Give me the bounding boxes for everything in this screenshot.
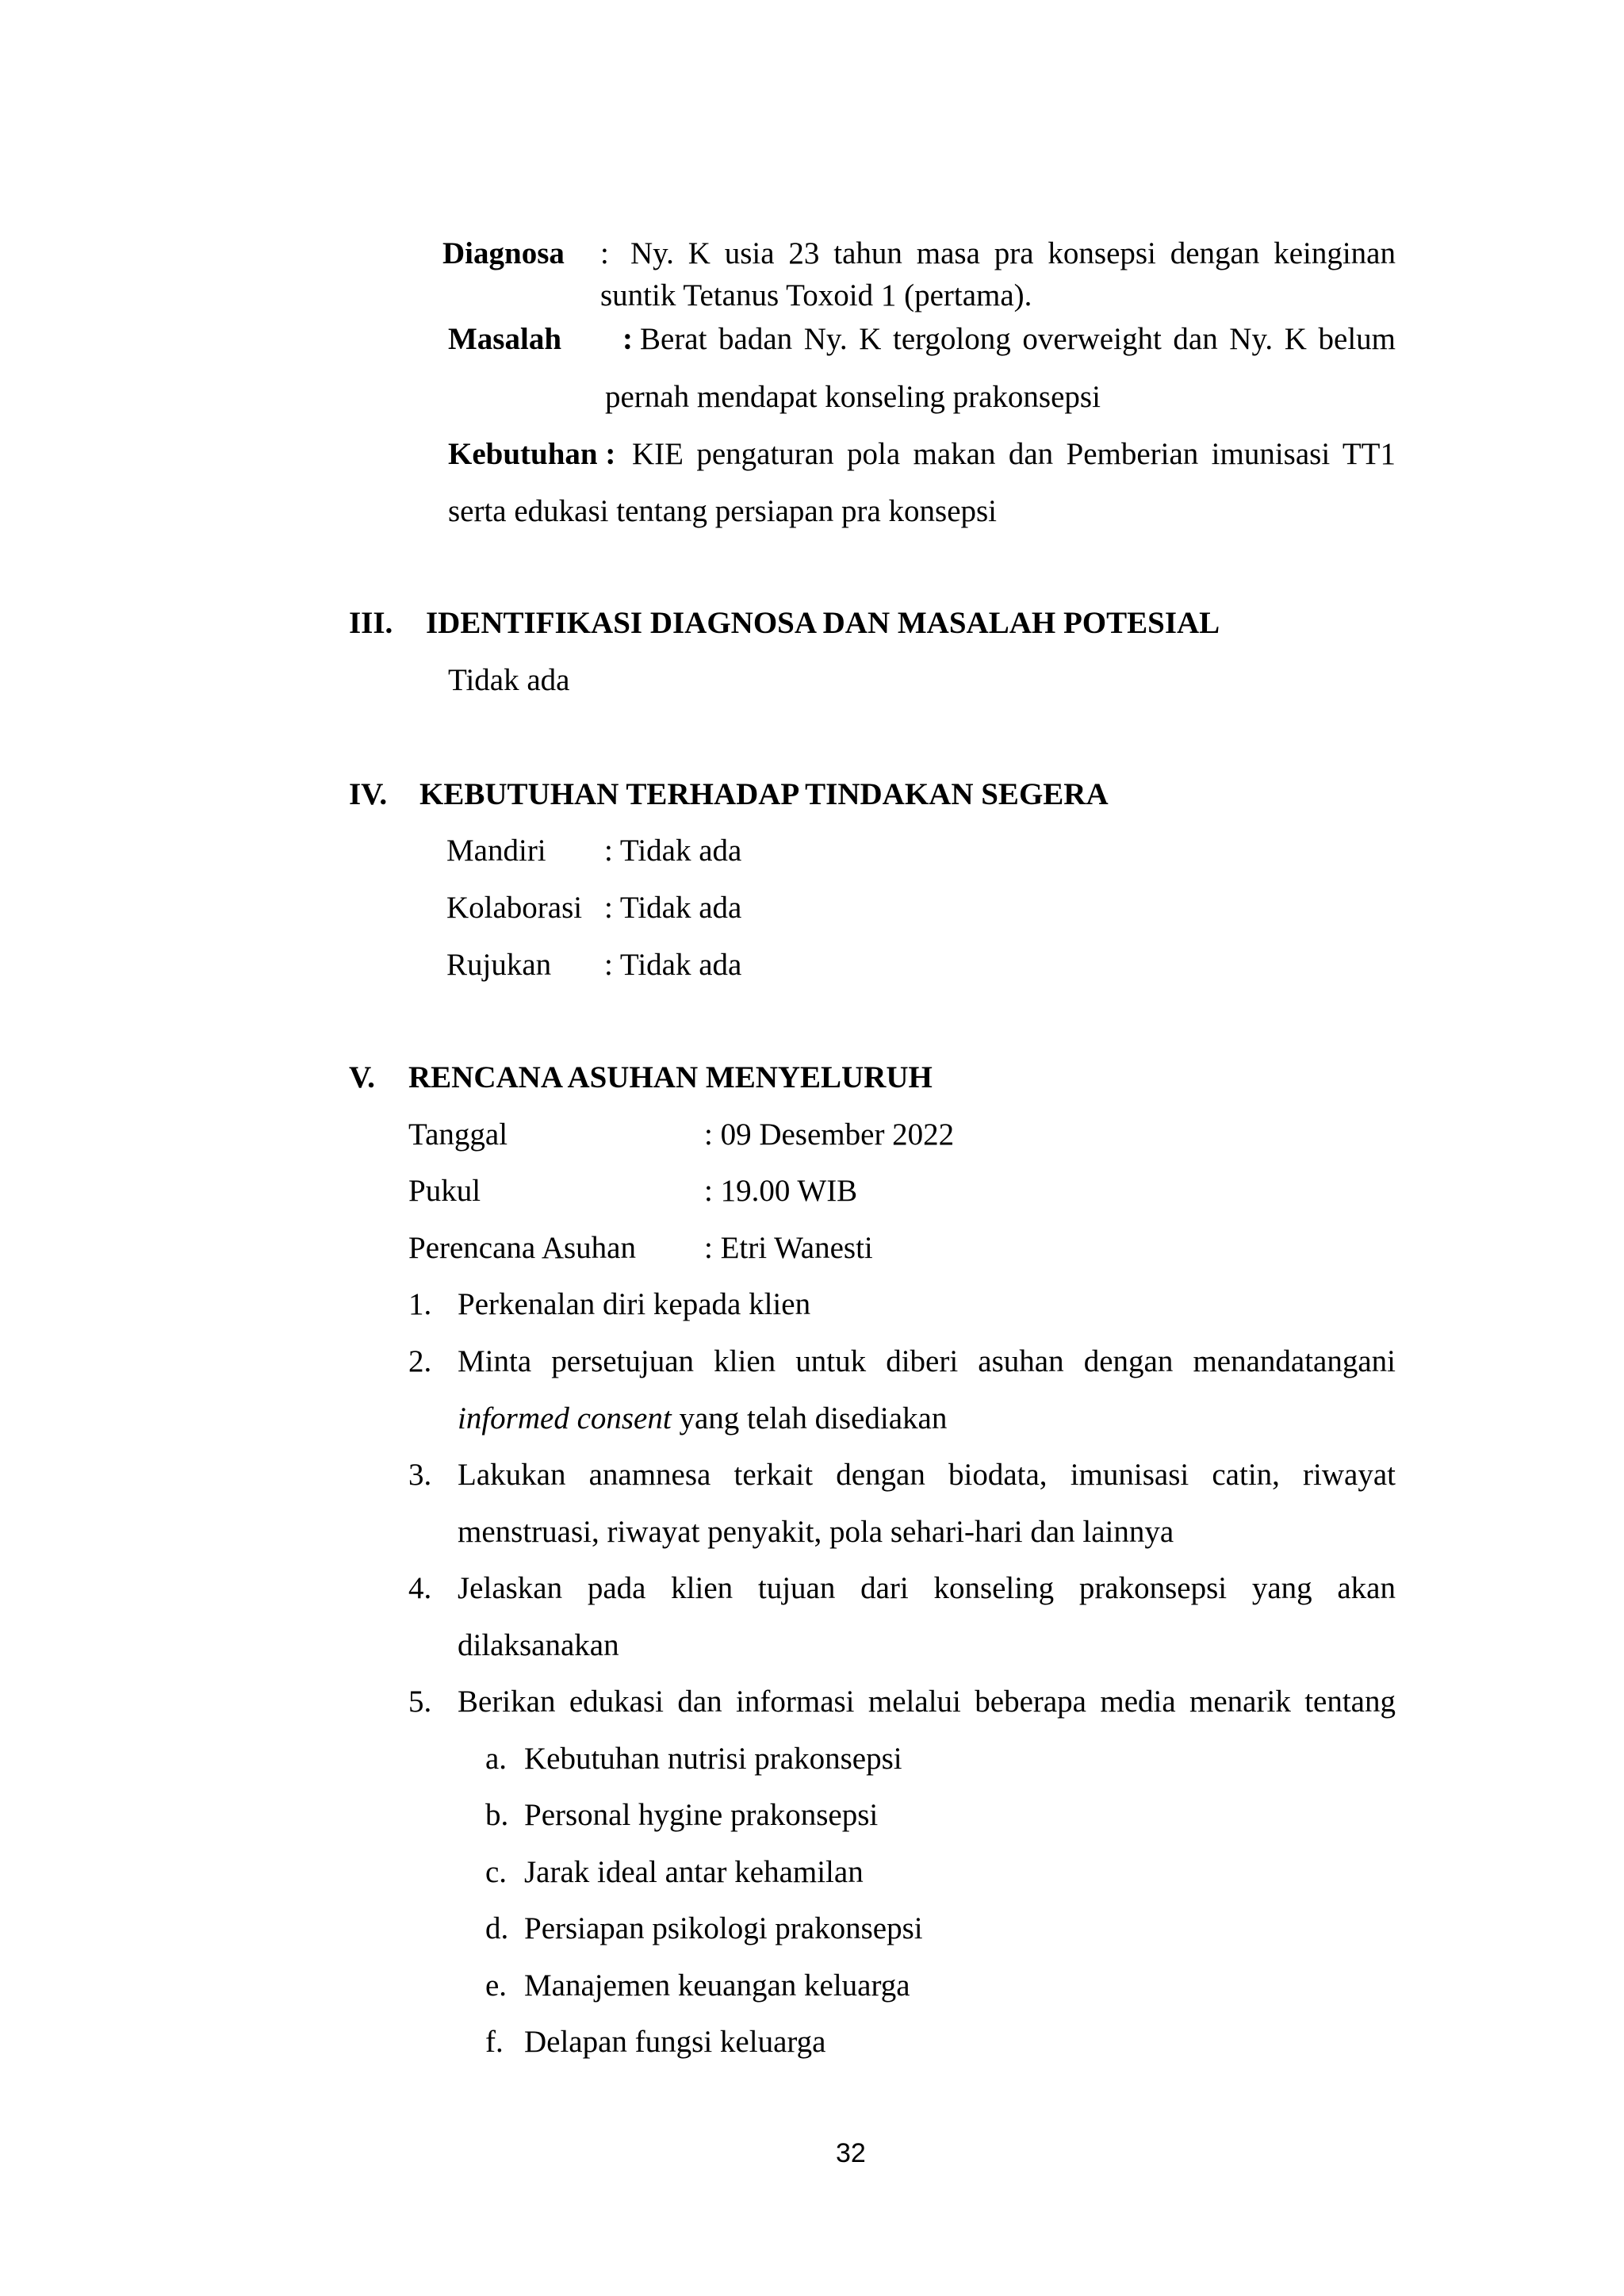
list-item-text-rest: yang telah disediakan [671, 1401, 948, 1435]
list-item-text: Berikan edukasi dan informasi melalui beberapa media menarik tentang [458, 1685, 1396, 1719]
section3-numeral: III. [349, 606, 393, 640]
list-item-number: 1. [408, 1287, 432, 1321]
kebutuhan-label: Kebutuhan : [448, 437, 616, 471]
list-item-number: 5. [408, 1685, 432, 1719]
diagnosa-text-line1: Ny. K usia 23 tahun masa pra konsepsi dengan keinginan [630, 236, 1396, 270]
sublist-item-letter: a. [485, 1742, 508, 1776]
diagnosa-label: Diagnosa [442, 236, 565, 270]
sublist-item-text: Persiapan psikologi prakonsepsi [524, 1911, 923, 1945]
section5-info-value: : 19.00 WIB [704, 1174, 858, 1208]
sublist-item-letter: b. [485, 1798, 509, 1832]
list-item-text-line2: dilaksanakan [458, 1628, 619, 1662]
list-item-text: Minta persetujuan klien untuk diberi asuhan dengan menandatangani [458, 1344, 1396, 1378]
diagnosa-colon: : [600, 236, 609, 270]
sublist-item-text: Manajemen keuangan keluarga [524, 1968, 910, 2003]
section5-info-label: Pukul [408, 1174, 481, 1208]
sublist-item-text: Delapan fungsi keluarga [524, 2025, 826, 2059]
section3-body: Tidak ada [448, 663, 570, 697]
list-item-number: 4. [408, 1571, 432, 1605]
sublist-item-text: Jarak ideal antar kehamilan [524, 1855, 864, 1889]
kebutuhan-text-line2: serta edukasi tentang persiapan pra konsepsi [448, 494, 998, 528]
masalah-text-line2: pernah mendapat konseling prakonsepsi [605, 380, 1101, 414]
list-item-text: Lakukan anamnesa terkait dengan biodata, imunisasi catin, riwayat [458, 1458, 1396, 1492]
section4-row-value: : Tidak ada [604, 948, 742, 982]
section4-row-value: : Tidak ada [604, 891, 742, 925]
sublist-item-letter: f. [485, 2025, 504, 2059]
list-item-number: 2. [408, 1344, 432, 1378]
sublist-item-letter: e. [485, 1968, 508, 2003]
masalah-text-line1: Berat badan Ny. K tergolong overweight dan Ny. K belum [640, 322, 1396, 356]
section3-title: IDENTIFIKASI DIAGNOSA DAN MASALAH POTESIAL [426, 606, 1220, 640]
list-item-number: 3. [408, 1458, 432, 1492]
section4-row-label: Rujukan [446, 948, 552, 982]
informed-consent-term: informed consent [458, 1401, 672, 1435]
section5-info-label: Perencana Asuhan [408, 1231, 636, 1265]
sublist-item-text: Kebutuhan nutrisi prakonsepsi [524, 1742, 902, 1776]
sublist-item-text: Personal hygine prakonsepsi [524, 1798, 879, 1832]
diagnosa-text-line2: suntik Tetanus Toxoid 1 (pertama). [600, 278, 1032, 312]
section5-info-value: : 09 Desember 2022 [704, 1117, 955, 1152]
section5-info-value: : Etri Wanesti [704, 1231, 873, 1265]
section5-numeral: V. [349, 1060, 375, 1094]
section5-info-label: Tanggal [408, 1117, 508, 1152]
section4-title: KEBUTUHAN TERHADAP TINDAKAN SEGERA [419, 777, 1109, 811]
list-item-text-line2 [458, 1401, 947, 1438]
masalah-label: Masalah [448, 322, 562, 356]
section4-row-label: Kolaborasi [446, 891, 583, 925]
section4-row-value: : Tidak ada [604, 834, 742, 868]
list-item-text: Jelaskan pada klien tujuan dari konseling prakonsepsi yang akan [458, 1571, 1396, 1605]
list-item-text-line2: menstruasi, riwayat penyakit, pola sehari-hari dan lainnya [458, 1515, 1174, 1549]
sublist-item-letter: c. [485, 1855, 508, 1889]
section4-numeral: IV. [349, 777, 388, 811]
section4-row-label: Mandiri [446, 834, 546, 868]
kebutuhan-text-line1: KIE pengaturan pola makan dan Pemberian imunisasi TT1 [632, 437, 1396, 471]
masalah-colon: : [622, 322, 633, 356]
page-number: 32 [836, 2138, 866, 2168]
section5-title: RENCANA ASUHAN MENYELURUH [408, 1060, 933, 1094]
sublist-item-letter: d. [485, 1911, 509, 1945]
list-item-text: Perkenalan diri kepada klien [458, 1287, 811, 1321]
